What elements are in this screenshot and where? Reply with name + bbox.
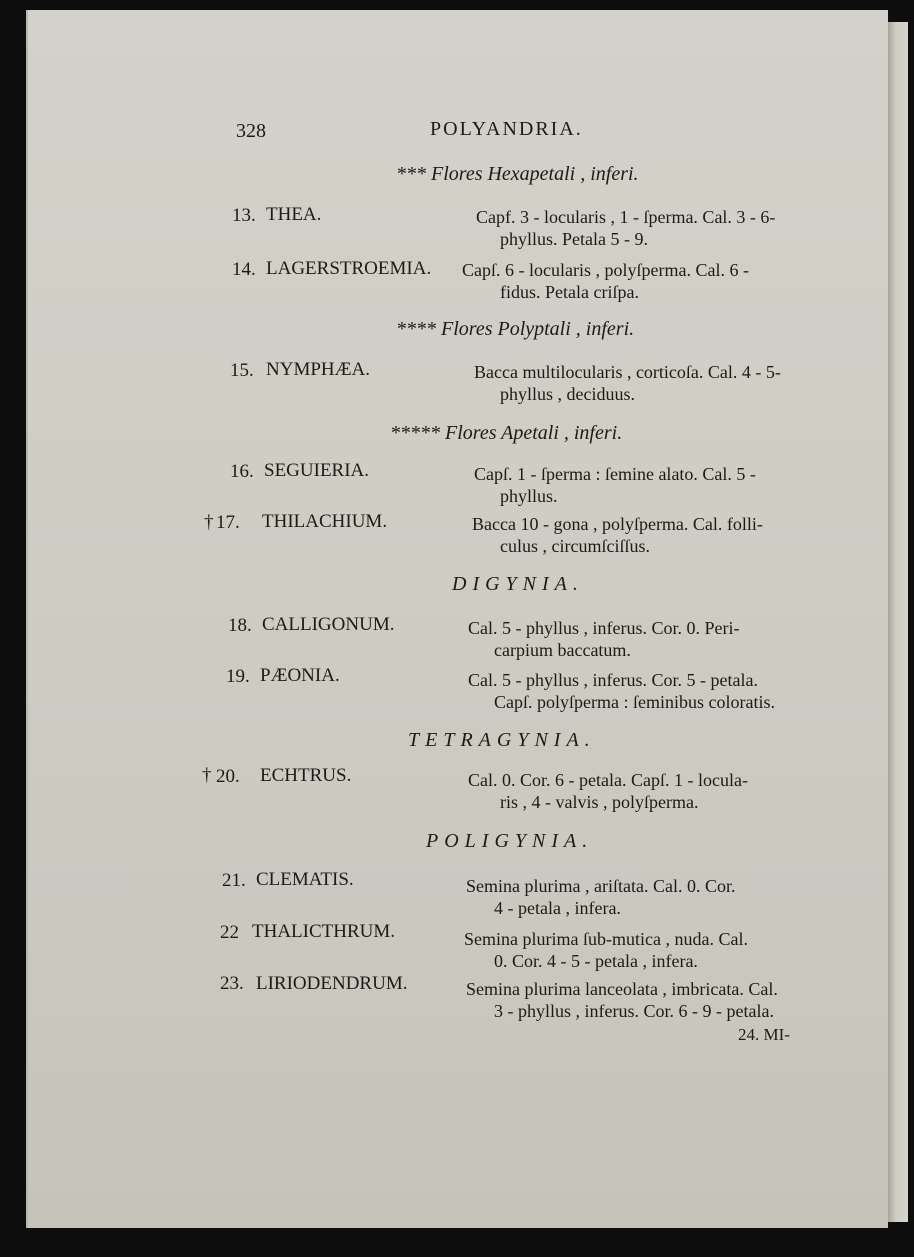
description-line: Semina plurima , ariſtata. Cal. 0. Cor. (466, 876, 736, 896)
description-line: culus , circumſciſſus. (500, 536, 650, 556)
description-line: Semina plurima lanceolata , imbricata. Cal. (466, 979, 778, 999)
dagger-mark: † (202, 765, 212, 786)
entry-number: 20. (216, 766, 240, 787)
description-line: fidus. Petala criſpa. (500, 282, 639, 302)
genus-name: THEA. (266, 204, 322, 225)
description-line: ris , 4 - valvis , polyſperma. (500, 792, 699, 812)
entry-number: 23. (220, 973, 244, 994)
description-line: phyllus , deciduus. (500, 384, 635, 404)
description-line: Cal. 0. Cor. 6 - petala. Capſ. 1 - locula- (468, 770, 748, 790)
section-hexapetali: *** Flores Hexapetali , inferi. (396, 163, 639, 185)
entry-number: 14. (232, 259, 256, 280)
description-line: phyllus. (500, 486, 558, 506)
description-line: Capf. 3 - locularis , 1 - ſperma. Cal. 3 - 6- (476, 207, 776, 227)
description-line: phyllus. Petala 5 - 9. (500, 229, 648, 249)
book-page (26, 10, 888, 1228)
genus-name: THALICTHRUM. (252, 921, 396, 942)
page-number: 328 (236, 120, 266, 142)
genus-name: LIRIODENDRUM. (256, 973, 408, 994)
genus-name: NYMPHÆA. (266, 359, 370, 380)
entry-number: 18. (228, 615, 252, 636)
section-apetali: ***** Flores Apetali , inferi. (390, 422, 623, 444)
description-line: Semina plurima ſub-mutica , nuda. Cal. (464, 929, 748, 949)
description-line: 3 - phyllus , inferus. Cor. 6 - 9 - petala. (494, 1001, 774, 1021)
genus-name: ECHTRUS. (260, 765, 352, 786)
description-line: Capſ. 6 - locularis , polyſperma. Cal. 6 - (462, 260, 749, 280)
description-line: Capſ. 1 - ſperma : ſemine alato. Cal. 5 - (474, 464, 756, 484)
genus-name: THILACHIUM. (262, 511, 388, 532)
genus-name: CALLIGONUM. (262, 614, 395, 635)
running-head: POLYANDRIA. (430, 118, 583, 140)
catchword: 24. MI- (738, 1025, 790, 1044)
description-line: 0. Cor. 4 - 5 - petala , infera. (494, 951, 698, 971)
entry-number: 13. (232, 205, 256, 226)
section-polyptali: **** Flores Polyptali , inferi. (396, 318, 635, 340)
genus-name: PÆONIA. (260, 665, 340, 686)
description-line: Cal. 5 - phyllus , inferus. Cor. 0. Peri- (468, 618, 740, 638)
section-digynia: DIGYNIA. (452, 573, 584, 595)
description-line: Bacca multilocularis , corticoſa. Cal. 4 - 5- (474, 362, 781, 382)
genus-name: LAGERSTROEMIA. (266, 258, 432, 279)
section-poligynia: POLIGYNIA. (426, 830, 594, 852)
description-line: carpium baccatum. (494, 640, 631, 660)
description-line: Cal. 5 - phyllus , inferus. Cor. 5 - petala. (468, 670, 758, 690)
genus-name: CLEMATIS. (256, 869, 354, 890)
entry-number: 19. (226, 666, 250, 687)
genus-name: SEGUIERIA. (264, 460, 370, 481)
entry-number: 16. (230, 461, 254, 482)
entry-number: 17. (216, 512, 240, 533)
description-line: 4 - petala , infera. (494, 898, 621, 918)
entry-number: 21. (222, 870, 246, 891)
entry-number: 15. (230, 360, 254, 381)
description-line: Capſ. polyſperma : ſeminibus coloratis. (494, 692, 775, 712)
description-line: Bacca 10 - gona , polyſperma. Cal. folli- (472, 514, 763, 534)
section-tetragynia: TETRAGYNIA. (408, 729, 596, 751)
dagger-mark: † (204, 512, 214, 533)
next-page-edge (888, 22, 908, 1222)
entry-number: 22 (220, 922, 239, 943)
